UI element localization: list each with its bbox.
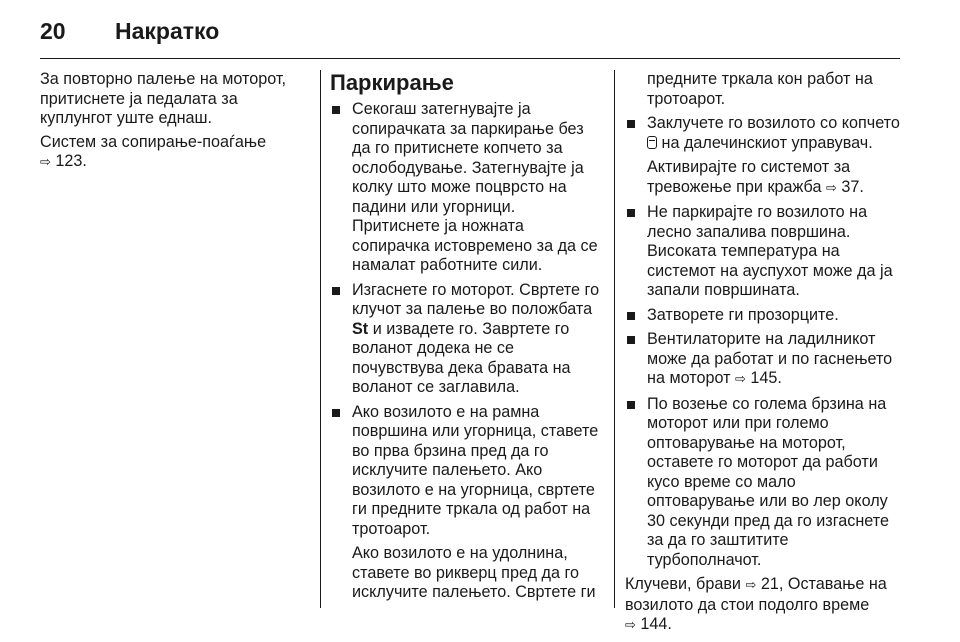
header-rule [40,58,900,59]
column-divider [320,70,321,608]
column-3 [625,70,907,640]
section-title: Паркирање [330,70,454,95]
paragraph-alarm: Активирајте го системот за тревожење при кражба ⇨ 37. [647,158,864,196]
list-item: Заклучете го возилото со копчето на далечинскиот управувач. [625,114,907,153]
continued-text: предните тркала кон работ на тротоарот. [647,70,873,108]
page-number: 20 [40,18,66,44]
page-reference[interactable]: 37. [841,177,864,196]
list-item: Изгаснете го моторот. Свртете го клучот за палење во положбата St и извадете го. Завртете го воланот додека не се почувствува дека бравата на воланот се заглавила. [330,281,605,398]
list-item: Затворете ги прозорците. [625,306,907,326]
page-reference[interactable]: 21, Оставање на возилото да стои подолго време [625,575,887,614]
lock-key-icon [647,136,657,149]
column-1 [40,70,300,177]
stop-start-text: Систем за сопирање-поаѓање [40,132,267,151]
ignition-position: St [352,319,369,338]
page-title: Накратко [115,18,220,44]
paragraph-see-also: Клучеви, брави ⇨ 21, Оставање на возилото да стои подолго време ⇨ 144. [625,575,887,633]
column-divider [614,70,615,608]
reference-arrow-icon: ⇨ [825,180,837,196]
parking-list [330,100,605,539]
reference-arrow-icon: ⇨ [745,578,757,593]
list-item: Вентилаторите на ладилникот може да работат и по гаснењето на моторот ⇨ 145. [625,330,907,390]
page-reference[interactable]: 145. [750,369,782,387]
reference-arrow-icon: ⇨ [40,155,51,170]
paragraph-restart: За повторно палење на моторот, притиснете ја педалата за куплунгот уште еднаш. [40,70,287,127]
parking-list-continued-2 [625,203,907,570]
reference-arrow-icon: ⇨ [625,618,636,633]
list-item: Ако возилото е на рамна површина или угорница, ставете во прва брзина пред да го исклучите палењето. Ако возилото е на угорница, свртете ги предните тркала од работ на тротоарот. [330,403,605,540]
paragraph-stop-start [40,133,300,173]
list-item: Секогаш затегнувајте ја сопирачката за паркирање без да го притиснете копчето за ослободување. Затегнувајте ја колку што може поцврсто на падини или угорници. Притиснете ја ножната сопирачка истовремено за да се намалат работните сили. [330,100,605,276]
page-reference[interactable]: 144. [640,615,672,633]
column-2 [330,70,605,608]
list-item: Не паркирајте го возилото на лесно запалива површина. Високата температура на системот на ауспухот може да ја запали површината. [625,203,907,301]
list-item: По возење со голема брзина на моторот или при големо оптоварување на моторот, оставете го моторот да работи кусо време со мало оптоварување или во лер околу 30 секунди пред да го изгаснете за да го заштитите турбополначот. [625,395,907,571]
parking-list-continued [625,114,907,153]
reference-arrow-icon: ⇨ [735,372,746,387]
page-reference[interactable]: 123. [55,152,87,170]
paragraph-downhill: Ако возилото е на удолнина, ставете во рикверц пред да го исклучите палењето. Свртете ги [352,544,596,601]
